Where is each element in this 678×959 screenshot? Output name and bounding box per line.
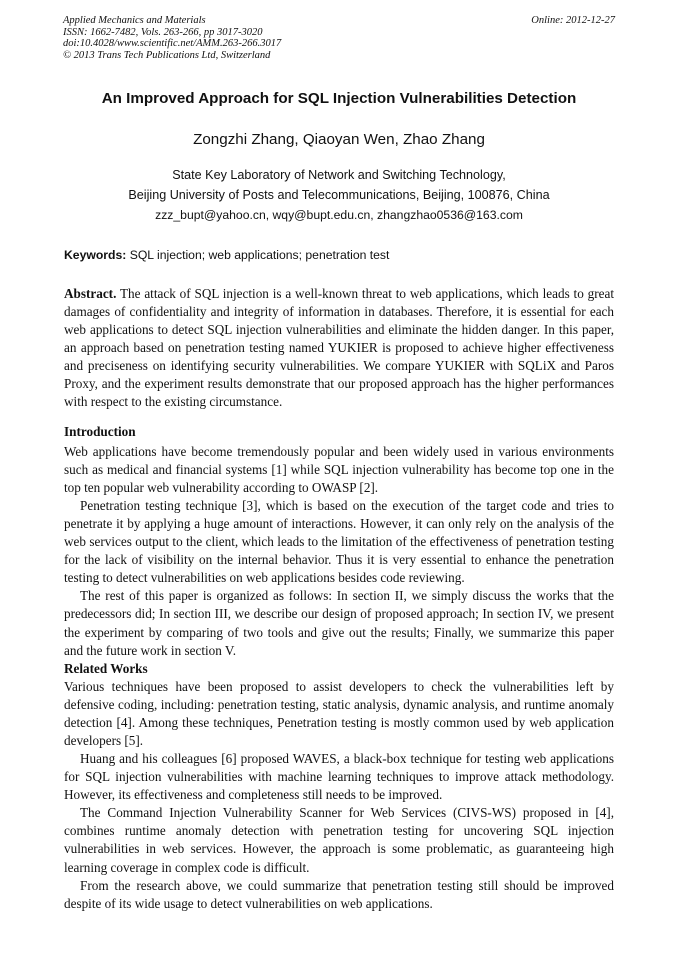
related-works-heading: Related Works [64,661,148,676]
introduction-paragraph: Penetration testing technique [3], which is based on the execution of the target code and tries to penetrate it by applying a huge amount of interactions. However, it can only rely on the analysis of the web services output to the client, which leads to the limitation of the effectiveness of penetration testing for the lack of visibility on the internal behavior. Thus it is very essential to enhance the penetration testing to detect vulnerabilities on web applications besides code reviewing. [64,498,614,586]
keywords-text: SQL injection; web applications; penetration test [129,248,390,262]
introduction-section [64,423,614,660]
paper-title: An Improved Approach for SQL Injection Vulnerabilities Detection [101,90,577,107]
keywords [64,248,616,262]
doi-line: doi:10.4028/www.scientific.net/AMM.263-266.3017 [63,38,282,50]
affiliation-line-2: Beijing University of Posts and Telecommunications, Beijing, 100876, China [128,188,550,202]
related-works-paragraph: From the research above, we could summarize that penetration testing still should be improved despite of its wide usage to detect vulnerabilities on web applications. [64,877,614,911]
affiliation [30,165,648,205]
keywords-label: Keywords: [64,248,127,262]
copyright-line: © 2013 Trans Tech Publications Ltd, Switzerland [63,49,271,61]
author-emails: zzz_bupt@yahoo.cn, wqy@bupt.edu.cn, zhangzhao0536@163.com [155,208,523,222]
abstract-text: The attack of SQL injection is a well-known threat to web applications, which leads to great damages of confidentiality and integrity of information in databases. Therefore, it is essential for each web applications to detect SQL injection vulnerabilities and eliminate the hidden danger. In this paper, an approach based on penetration testing named YUKIER is proposed to achieve higher effectiveness and preciseness on identifying security vulnerabilities. We compare YUKIER with SQLiX and Paros Proxy, and the experiment results demonstrate that our proposed approach has the higher performances with respect to the existing circumstance. [64,286,614,410]
related-works-section [64,660,614,913]
affiliation-line-1: State Key Laboratory of Network and Switching Technology, [172,168,506,182]
issn-line: ISSN: 1662-7482, Vols. 263-266, pp 3017-3020 [63,26,263,38]
related-works-paragraph: Huang and his colleagues [6] proposed WAVES, a black-box technique for testing web applications for SQL injection vulnerabilities with machine learning techniques to improve attack methodology. However, its effectiveness and completeness still needs to be improved. [64,751,614,803]
introduction-heading: Introduction [64,424,136,439]
paper-authors: Zongzhi Zhang, Qiaoyan Wen, Zhao Zhang [193,131,485,148]
journal-name: Applied Mechanics and Materials [63,15,206,26]
introduction-paragraph: The rest of this paper is organized as follows: In section II, we simply discuss the works that the predecessors did; In section III, we describe our design of proposed approach; In section IV, we present the experiment by comparing of two tools and give out the results; Finally, we summarize this paper and the future work in section V. [64,588,614,658]
abstract [64,285,614,411]
online-date: Online: 2012-12-27 [531,15,615,26]
abstract-label: Abstract. [64,286,117,301]
related-works-paragraph: Various techniques have been proposed to assist developers to check the vulnerabilities left by defensive coding, including: penetration testing, static analysis, dynamic analysis, and runtime anomaly detection [4]. Among these techniques, Penetration testing is mostly common used by web application developers [5]. [64,679,614,749]
related-works-paragraph: The Command Injection Vulnerability Scanner for Web Services (CIVS-WS) proposed in [4], combines runtime anomaly detection with penetration testing for uncovering SQL injection vulnerabilities in web services. However, the approach is some problematic, as guaranteeing high learning coverage in complex code is difficult. [64,805,614,875]
journal-header [63,15,615,61]
introduction-paragraph: Web applications have become tremendously popular and been widely used in various environments such as medical and financial systems [1] while SQL injection vulnerability has become top one in the top ten popular web vulnerability according to OWASP [2]. [64,444,614,496]
